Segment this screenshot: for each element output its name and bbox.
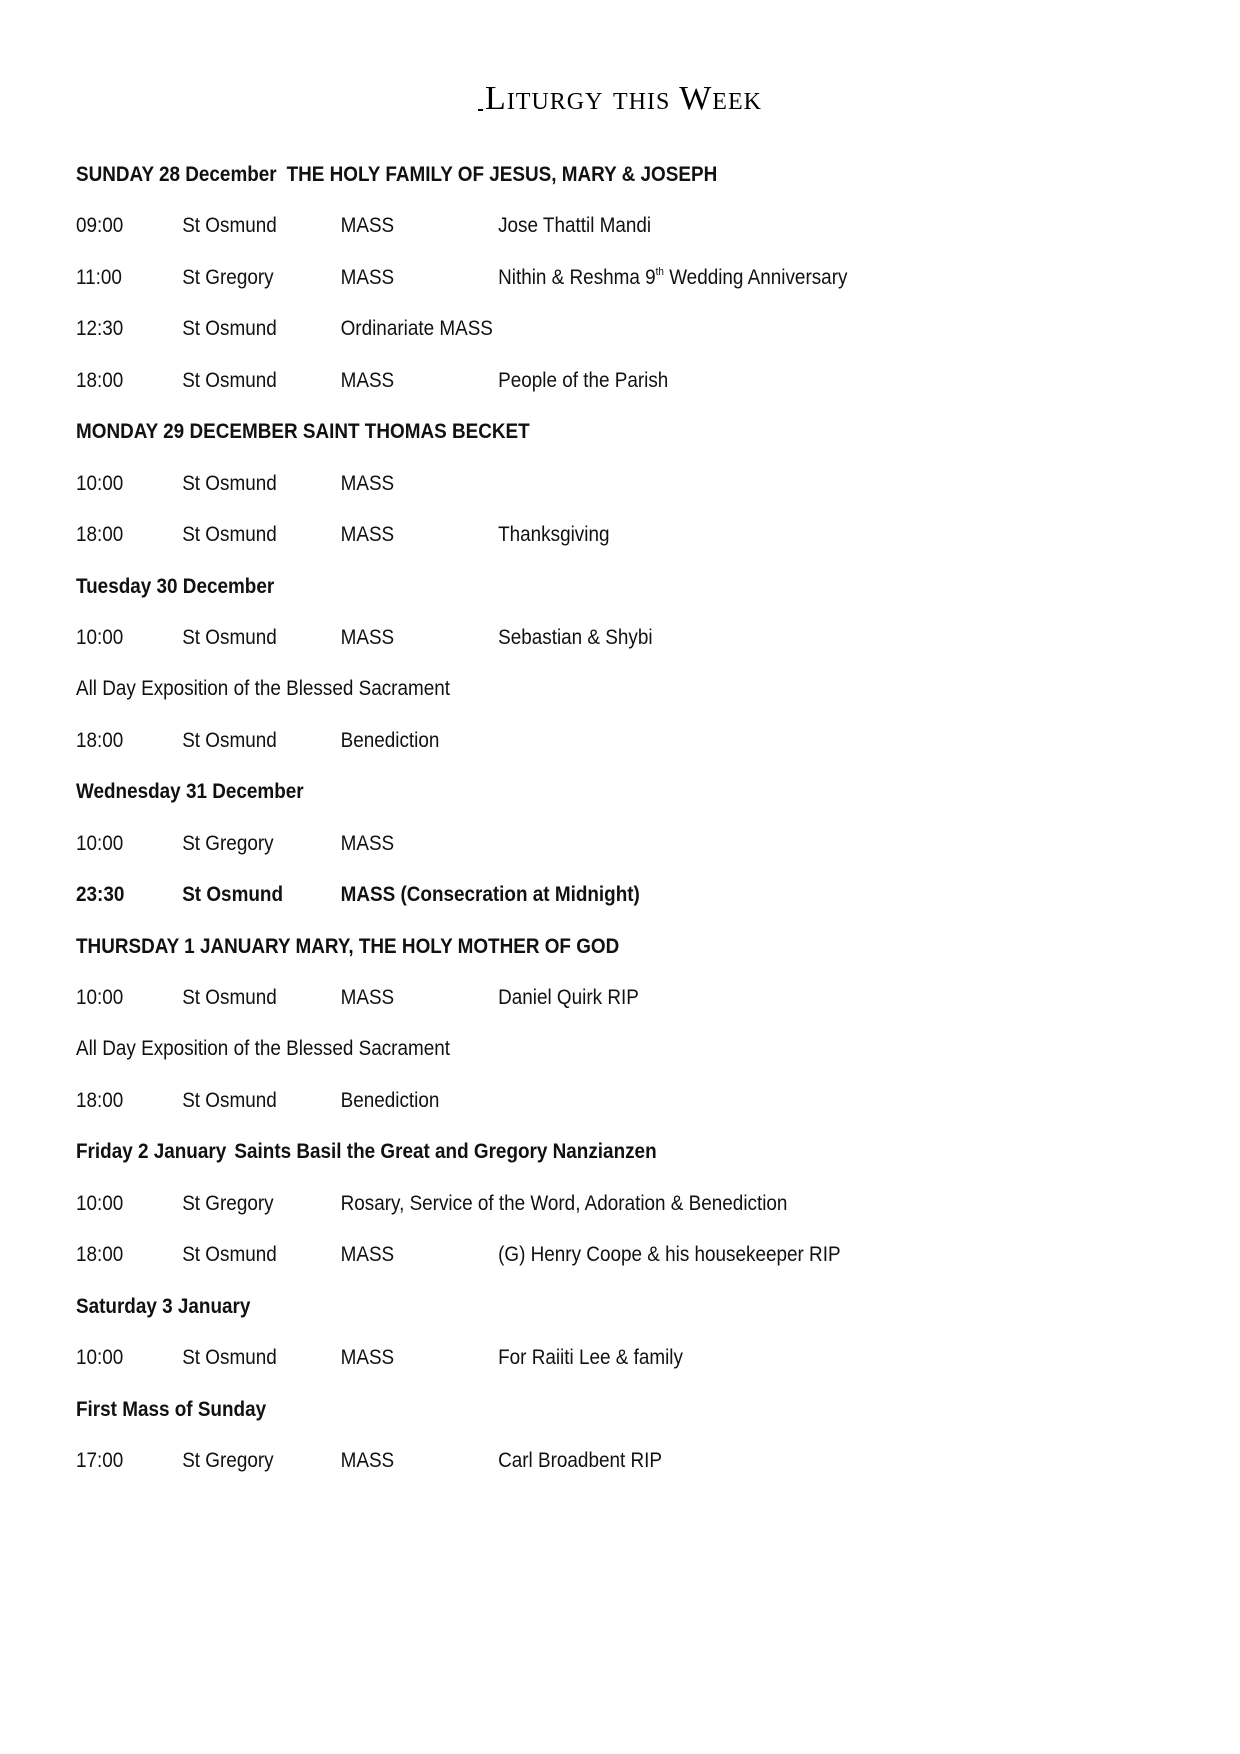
church: St Osmund	[182, 471, 277, 495]
service: MASS	[340, 625, 395, 649]
intention: Thanksgiving	[498, 523, 610, 547]
time: 10:00	[76, 1191, 124, 1215]
feast-title: Saints Basil the Great and Gregory Nanzianzen	[234, 1140, 657, 1164]
service: MASS	[340, 471, 395, 495]
church: St Gregory	[182, 1191, 274, 1215]
ordinal-suffix: th	[655, 265, 664, 278]
time: 12:30	[76, 317, 124, 341]
intention-part: Wedding Anniversary	[663, 265, 848, 289]
intention: People of the Parish	[498, 368, 669, 392]
day-heading-tuesday	[76, 574, 1066, 625]
intention	[498, 265, 847, 291]
schedule-row	[76, 985, 1066, 1036]
time: 18:00	[76, 523, 124, 547]
church: St Gregory	[182, 831, 274, 855]
service: Benediction	[340, 1088, 440, 1112]
schedule-row	[76, 1088, 1066, 1139]
note-text: All Day Exposition of the Blessed Sacrament	[76, 677, 450, 701]
schedule-row	[76, 522, 1066, 573]
day-heading-text: MONDAY 29 DECEMBER SAINT THOMAS BECKET	[76, 420, 530, 444]
title-mark	[478, 109, 483, 111]
schedule-note	[76, 1036, 1066, 1087]
time: 09:00	[76, 214, 124, 238]
time: 10:00	[76, 986, 124, 1009]
schedule-row	[76, 471, 1066, 522]
day-heading-text: Tuesday 30 December	[76, 574, 275, 598]
schedule-row	[76, 1345, 1066, 1396]
time: 18:00	[76, 728, 124, 752]
church: St Gregory	[182, 1448, 274, 1472]
service: MASS (Consecration at Midnight)	[340, 883, 640, 907]
time: 17:00	[76, 1448, 124, 1472]
service: Ordinariate MASS	[340, 317, 493, 341]
feast-title: THE HOLY FAMILY OF JESUS, MARY & JOSEPH	[286, 163, 718, 186]
church: St Osmund	[182, 1243, 277, 1267]
church: St Osmund	[182, 317, 277, 341]
day-heading-thursday	[76, 934, 1066, 985]
service: MASS	[340, 1346, 395, 1370]
church: St Osmund	[182, 986, 277, 1009]
schedule-row	[76, 368, 1066, 419]
time: 18:00	[76, 1243, 124, 1267]
schedule-row	[76, 213, 1066, 264]
service: MASS	[340, 214, 395, 238]
day-heading-text: First Mass of Sunday	[76, 1397, 267, 1421]
intention-part: Nithin & Reshma 9	[498, 265, 656, 289]
service: Rosary, Service of the Word, Adoration & Benediction	[340, 1191, 788, 1215]
intention: Carl Broadbent RIP	[498, 1448, 662, 1472]
church: St Gregory	[182, 265, 274, 289]
time: 18:00	[76, 1088, 124, 1112]
schedule-row	[76, 265, 1066, 316]
service: MASS	[340, 523, 395, 547]
day-heading-wednesday	[76, 779, 1066, 830]
schedule-row	[76, 728, 1066, 779]
intention: Sebastian & Shybi	[498, 625, 653, 649]
service: MASS	[340, 1448, 395, 1472]
service: MASS	[340, 1243, 395, 1267]
time: 10:00	[76, 625, 124, 649]
day-heading-first-mass-of-sunday	[76, 1397, 1066, 1448]
day-heading-text: Friday 2 January	[76, 1140, 227, 1164]
schedule-note	[76, 676, 1066, 727]
schedule-row	[76, 831, 1066, 882]
service: MASS	[340, 265, 395, 289]
day-heading-monday	[76, 419, 1066, 470]
church: St Osmund	[182, 625, 277, 649]
day-heading-saturday	[76, 1294, 1066, 1345]
time: 10:00	[76, 471, 124, 495]
day-heading-text: Wednesday 31 December	[76, 780, 304, 804]
time: 11:00	[76, 265, 122, 289]
service: MASS	[340, 368, 395, 392]
service: MASS	[340, 986, 395, 1009]
note-text: All Day Exposition of the Blessed Sacrament	[76, 1037, 450, 1061]
page-title-text: Liturgy this Week	[485, 80, 762, 117]
day-heading-text: THURSDAY 1 JANUARY MARY, THE HOLY MOTHER OF GOD	[76, 934, 620, 958]
page-title	[0, 80, 1240, 118]
intention: (G) Henry Coope & his housekeeper RIP	[498, 1243, 841, 1267]
church: St Osmund	[182, 728, 277, 752]
intention: Daniel Quirk RIP	[498, 986, 639, 1009]
service: MASS	[340, 831, 395, 855]
time: 10:00	[76, 831, 124, 855]
schedule-row	[76, 1191, 1066, 1242]
church: St Osmund	[182, 1088, 277, 1112]
schedule-row	[76, 1448, 1066, 1499]
intention: For Raiiti Lee & family	[498, 1346, 683, 1370]
time: 18:00	[76, 368, 124, 392]
service: Benediction	[340, 728, 440, 752]
church: St Osmund	[182, 1346, 277, 1370]
day-heading-friday	[76, 1139, 1066, 1190]
church: St Osmund	[182, 214, 277, 238]
intention: Jose Thattil Mandi	[498, 214, 652, 238]
day-heading-text: SUNDAY 28 December	[76, 163, 277, 186]
church: St Osmund	[182, 368, 277, 392]
time: 23:30	[76, 883, 125, 907]
church: St Osmund	[182, 883, 284, 907]
schedule-row	[76, 316, 1066, 367]
schedule-row	[76, 625, 1066, 676]
liturgy-schedule	[76, 162, 1176, 1499]
schedule-row-highlight	[76, 882, 1066, 933]
schedule-row	[76, 1242, 1066, 1293]
day-heading-sunday	[76, 162, 1066, 213]
church: St Osmund	[182, 523, 277, 547]
day-heading-text: Saturday 3 January	[76, 1294, 251, 1318]
time: 10:00	[76, 1346, 124, 1370]
